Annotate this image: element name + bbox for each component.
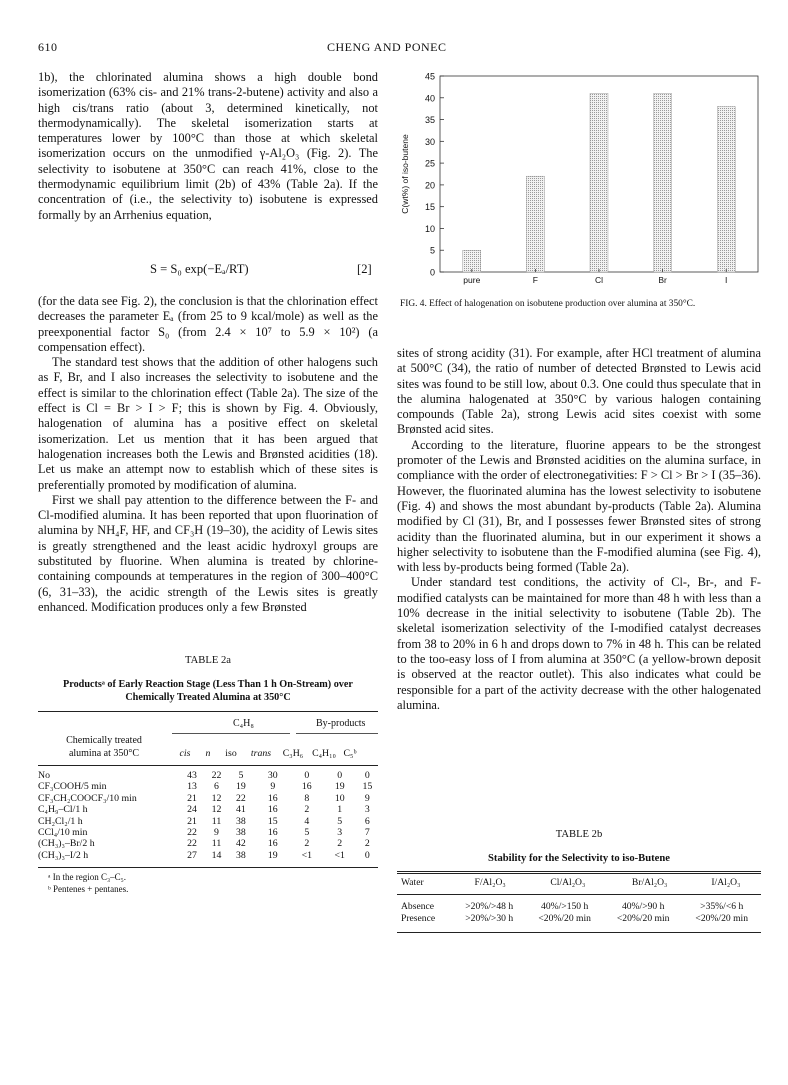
table-2b-body: [397, 901, 761, 925]
table-row: [38, 770, 378, 781]
table-2a-bottom-rule: [38, 867, 378, 868]
table-cell: 16: [267, 804, 278, 816]
table-cell: <20%/20 min: [616, 913, 670, 924]
table-cell: 16: [267, 838, 278, 850]
table-cell: <20%/20 min: [538, 913, 591, 924]
table-2a-group-rule-1: [172, 733, 290, 734]
table-2a-top-rule: [38, 711, 378, 712]
table-cell: <1: [334, 849, 345, 861]
table-cell: 38: [236, 827, 246, 839]
table-2b-col-header: Cl/Al₂O₃: [550, 877, 586, 888]
table-cell: 0: [364, 849, 370, 861]
x-tick-label: pure: [463, 275, 481, 285]
table-row-name: CH₂Cl₂/1 h: [38, 815, 83, 827]
table-row: [38, 804, 378, 815]
right-para-3: Under standard test conditions, the activity of Cl-, Br-, and F- modified catalysts can be maintained for more than 48 h with less than a 10% decrease in the initial selectivity to isobutene (Table 2b). The skeletal isomerization selectivity of the I-modified catalyst decreases from 38 to 20% in 6 h and drops down to 7% in 48 h. This can be related to the too-easy loss of I from alumina at 350°C (a yellow-brown deposit is observed at the reactor outlet). This also indicates what could be responsible for a part of the activity decrease with the other halogenated alumina.: [397, 575, 761, 712]
table-2b-bottom-rule: [397, 932, 761, 933]
table-row-name: C₄H₉–Cl/1 h: [38, 804, 88, 816]
table-row: [38, 793, 378, 804]
table-cell: 5: [238, 770, 244, 781]
table-cell: 30: [267, 770, 278, 781]
y-axis-label: C(wt%) of iso-butene: [400, 134, 410, 214]
col-header: trans: [250, 748, 272, 759]
table-cell: 19: [236, 781, 246, 793]
col-header: n: [205, 748, 211, 759]
table-cell: 13: [187, 781, 197, 793]
x-tick-label: F: [532, 275, 539, 285]
table-cell: 38: [236, 815, 246, 827]
table-cell: 21: [187, 815, 197, 827]
table-2b-col-header: I/Al₂O₃: [711, 877, 741, 888]
bar: [717, 106, 735, 272]
table-cell: 11: [211, 838, 222, 850]
table-row: [38, 838, 378, 849]
table-cell: 2: [304, 838, 310, 850]
table-row-name: CCl₄/10 min: [38, 827, 88, 839]
y-tick-label: 30: [424, 136, 435, 147]
right-column: [397, 346, 761, 713]
table-cell: 15: [362, 781, 373, 793]
table-2a-title: Productsᵃ of Early Reaction Stage (Less Than 1 h On-Stream) over Chemically Treated Alumina at 350°C: [63, 679, 353, 703]
table-2a-row-header: [44, 734, 164, 760]
col-header: C₅ᵇ: [343, 748, 357, 759]
table-2b-col-header: Br/Al₂O₃: [631, 877, 668, 888]
table-cell: 2: [304, 804, 310, 816]
table-cell: Absence: [401, 901, 435, 912]
table-cell: 9: [364, 792, 370, 804]
table-cell: 6: [214, 781, 219, 793]
table-row: [38, 816, 378, 827]
x-tick-label: I: [725, 275, 728, 285]
table-cell: 16: [267, 792, 278, 804]
table-cell: 0: [304, 770, 310, 781]
figure-4-chart: [394, 66, 764, 296]
table-cell: 1: [337, 804, 343, 816]
table-cell: 16: [267, 827, 278, 839]
left-para-4: First we shall pay attention to the difference between the F- and Cl-modified alumina. It has been reported that upon fluorination of alumina by NH₄F, HF, and CF₃H (19–30), the acidity of Lewis sites is greatly strengthened and the least acidic hydroxyl groups are substituted by fluorine. When alumina is treated by chlorine-containing compounds at temperatures in the region of 300–400°C (6, 31–33), the acidic strength of the Lewis sites is greatly enhanced. Modification produces only a few Brønsted: [38, 492, 378, 614]
table-cell: 40%/>150 h: [541, 901, 589, 912]
table-cell: 2: [337, 838, 343, 850]
table-row: [38, 781, 378, 792]
y-tick-label: 10: [424, 223, 435, 234]
y-tick-label: 25: [424, 158, 435, 169]
table-2b-top-rule-2: [397, 873, 761, 874]
table-cell: 19: [334, 781, 345, 793]
table-cell: 8: [304, 792, 310, 804]
table-2a-group-byproducts: By-products: [316, 718, 366, 729]
table-2a-row-header-line1: Chemically treated: [66, 735, 142, 746]
table-cell: 27: [187, 849, 197, 861]
y-tick-label: 20: [424, 180, 435, 191]
table-cell: 3: [337, 827, 343, 839]
figure-4-caption: FIG. 4. Effect of halogenation on isobutene production over alumina at 350°C.: [400, 299, 696, 309]
table-cell: 15: [267, 815, 278, 827]
y-tick-label: 0: [429, 267, 435, 278]
table-cell: 5: [337, 815, 343, 827]
table-row: [397, 913, 761, 925]
y-tick-label: 40: [424, 93, 435, 104]
table-2a-footnote-b: ᵇ Pentenes + pentanes.: [48, 884, 129, 894]
table-cell: 10: [334, 792, 345, 804]
y-tick-label: 15: [424, 202, 435, 213]
table-cell: 7: [364, 827, 370, 839]
col-header: cis: [179, 748, 191, 759]
col-header: C₄H₁₀: [312, 748, 336, 759]
table-row-name: No: [38, 770, 50, 781]
table-cell: 41: [236, 804, 246, 816]
table-2b-top-rule: [397, 871, 761, 872]
left-para-3: The standard test shows that the addition of other halogens such as F, Br, and I also increases the selectivity to isobutene and the effect is similar to the chlorination effect (Table 2a). The size of the effect is Cl = Br > I > F; this is shown by Fig. 4. Obviously, halogenation of alumina has a positive effect on skeletal isomerization. Let us mention that it has been argued that halogenation increases both the Lewis and Brønsted acidities (18). Let us make an attempt now to establish which of these sites is preferentially promoted by modification of alumina.: [38, 355, 378, 492]
table-cell: 19: [267, 849, 278, 861]
x-tick-label: Cl: [594, 275, 604, 285]
table-2a-group-rule-2: [296, 733, 378, 734]
table-2b-col-header: F/Al₂O₃: [474, 877, 506, 888]
table-cell: Presence: [401, 913, 436, 924]
table-2a-row-header-line2: alumina at 350°C: [68, 748, 140, 759]
table-cell: 22: [187, 838, 197, 850]
col-header: C₃H₆: [282, 748, 304, 759]
table-cell: 3: [364, 804, 370, 816]
bar: [654, 93, 672, 272]
table-row-name: (CH₃)₃–I/2 h: [38, 849, 89, 861]
bar: [526, 176, 544, 272]
table-2a-header-rule: [38, 765, 378, 766]
table-cell: <20%/20 min: [695, 913, 749, 924]
left-para-1: 1b), the chlorinated alumina shows a high double bond isomerization (63% cis- and 21% trans-2-butene) activity and also a high cis/trans ratio (about 3, determined kinetically, not thermodynamically). The skeletal isomerization starts at temperatures lower by 100°C than those at which skeletal isomerization occurs on the unmodified γ-Al₂O₃ (Fig. 2). The selectivity to isobutene at 350°C can reach 41%, close to the thermodynamic equilibrium limit (2b) of 43% (Table 2a). If the concentration of (i.e., the selectivity to) isobutene is expressed formally by an Arrhenius equation,: [38, 70, 378, 222]
running-title: CHENG AND PONEC: [327, 40, 447, 54]
col-header: iso: [225, 748, 237, 759]
table-row-name: CF₃COOH/5 min: [38, 781, 107, 793]
equation-number: [2]: [357, 262, 372, 276]
page-number: 610: [38, 40, 58, 54]
table-cell: >35%/<6 h: [700, 901, 744, 912]
table-cell: 40%/>90 h: [621, 901, 665, 912]
equation: S = S₀ exp(−Eₐ/RT): [150, 262, 249, 276]
table-cell: 9: [270, 781, 276, 793]
left-column-top: [38, 70, 378, 223]
y-tick-label: 5: [429, 245, 435, 256]
right-para-1: sites of strong acidity (31). For example, after HCl treatment of alumina at 500°C (34), the ratio of number of detected Brønsted to Lewis acid sites was found to be still low, about 0.3. One could thus speculate that in the alumina halogenated at 350°C by various halogen containing compounds (Table 2a), strong Lewis acid sites coexist with some Brønsted acid sites.: [397, 346, 761, 437]
table-cell: 14: [211, 849, 222, 861]
left-para-2: (for the data see Fig. 2), the conclusion is that the chlorination effect decreases the parameter Eₐ (from 25 to 9 kcal/mole) as well as the preexponential factor S₀ (from 2.4 × 10⁷ to 5.9 × 10²) (a compensation effect).: [38, 294, 378, 354]
table-row: [38, 850, 378, 861]
table-2b-header-rule: [397, 894, 761, 895]
table-row: [397, 901, 761, 913]
bar: [590, 93, 608, 272]
table-row-name: CF₃CH₂COOCF₃/10 min: [38, 792, 137, 804]
table-2b-label: TABLE 2b: [555, 829, 603, 840]
table-cell: 0: [364, 770, 370, 781]
table-cell: 16: [301, 781, 312, 793]
table-cell: 42: [236, 838, 246, 850]
table-cell: 22: [211, 770, 222, 781]
table-cell: >20%/>48 h: [465, 901, 514, 912]
table-cell: 11: [211, 815, 222, 827]
table-cell: 9: [214, 827, 219, 839]
table-cell: 24: [187, 804, 197, 816]
table-row-name: (CH₃)₃–Br/2 h: [38, 838, 95, 850]
x-tick-label: Br: [658, 275, 667, 285]
table-2a-column-headers: [172, 748, 360, 759]
table-cell: 12: [211, 792, 222, 804]
table-2a-footnote-a: ᵃ In the region C₃–C₅.: [48, 872, 126, 882]
table-2a-body: [38, 770, 378, 861]
table-cell: 5: [304, 827, 310, 839]
table-cell: 12: [211, 804, 222, 816]
table-cell: >20%/>30 h: [465, 913, 514, 924]
table-2b-header: [397, 877, 761, 889]
bar: [463, 250, 481, 272]
table-cell: 22: [236, 792, 246, 804]
table-cell: 43: [187, 770, 197, 781]
table-2a-label: TABLE 2a: [185, 655, 231, 666]
y-tick-label: 45: [424, 71, 435, 82]
table-cell: 2: [364, 838, 370, 850]
table-cell: 38: [236, 849, 246, 861]
table-cell: <1: [301, 849, 313, 861]
table-cell: 21: [187, 792, 197, 804]
y-tick-label: 35: [424, 115, 435, 126]
table-cell: 0: [337, 770, 343, 781]
table-cell: 4: [304, 815, 310, 827]
table-cell: 22: [187, 827, 197, 839]
right-para-2: According to the literature, fluorine appears to be the strongest promoter of the Lewis and Brønsted acidities on the alumina surface, in compliance with the order of electronegativities: F > Cl > Br > I (35–36). However, the fluorinated alumina has the lowest selectivity to isobutene (Fig. 4) and shows the most abundant by-products (Table 2a). Alumina modified by Cl (31), Br, and I possesses fewer Brønsted sites of strong acidity than the fluorinated alumina, but in our experiment it shows a higher selectivity to isobutene than the F-modified alumina (see Fig. 4), with less by-products being formed (Table 2a).: [397, 437, 761, 575]
table-row: [38, 827, 378, 838]
table-2a-group-c4h8: C₄H₈: [233, 718, 254, 729]
table-cell: 6: [364, 815, 370, 827]
table-2b-col-header: Water: [401, 877, 424, 888]
left-column-bottom: [38, 294, 378, 615]
table-2b-title: Stability for the Selectivity to iso-Butene: [488, 853, 670, 864]
